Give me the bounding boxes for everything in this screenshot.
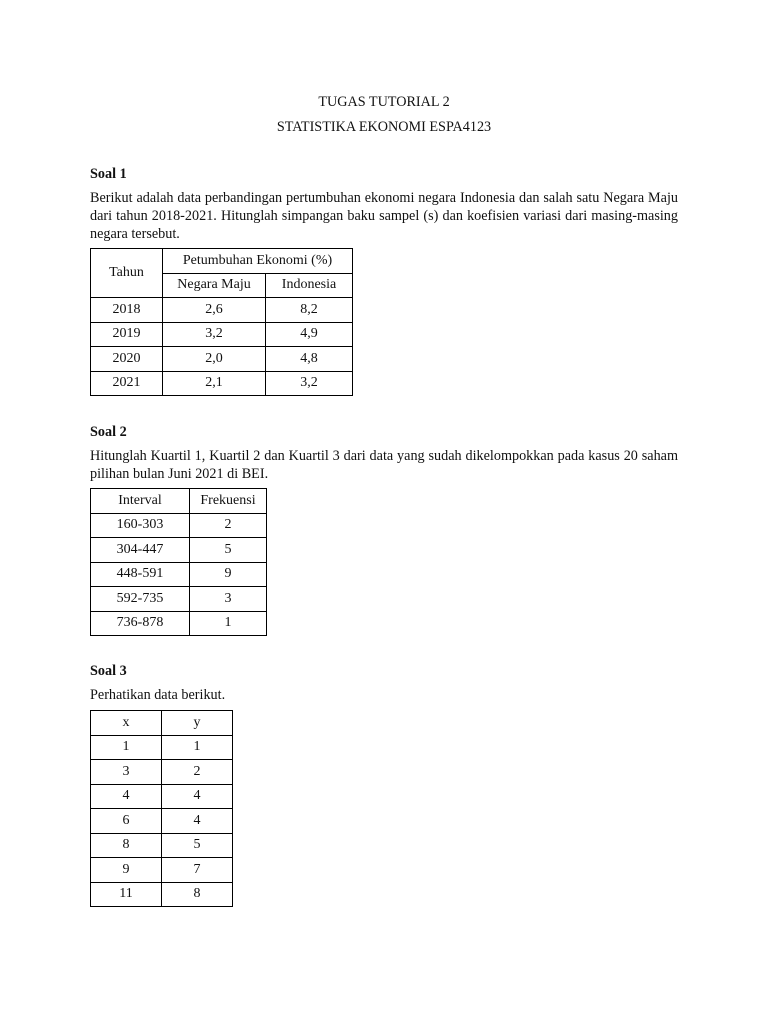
cell-x: 11 <box>91 882 162 907</box>
cell-indonesia: 4,9 <box>266 322 353 347</box>
header-indonesia: Indonesia <box>266 273 353 298</box>
cell-x: 6 <box>91 809 162 834</box>
header-petumbuhan-ekonomi: Petumbuhan Ekonomi (%) <box>163 249 353 274</box>
header-frekuensi: Frekuensi <box>190 489 267 514</box>
cell-x: 3 <box>91 760 162 785</box>
header-x: x <box>91 711 162 736</box>
cell-frekuensi: 3 <box>190 587 267 612</box>
cell-negara-maju: 2,1 <box>163 371 266 396</box>
cell-x: 4 <box>91 784 162 809</box>
soal1-heading: Soal 1 <box>90 166 127 182</box>
cell-x: 8 <box>91 833 162 858</box>
cell-y: 2 <box>162 760 233 785</box>
table-row <box>91 347 353 372</box>
cell-indonesia: 8,2 <box>266 298 353 323</box>
table-row <box>91 322 353 347</box>
table-row <box>91 882 233 907</box>
table-row <box>91 784 233 809</box>
soal2-table <box>90 488 267 636</box>
header-tahun: Tahun <box>91 249 163 298</box>
cell-frekuensi: 9 <box>190 562 267 587</box>
soal3-text: Perhatikan data berikut. <box>90 687 226 703</box>
cell-y: 8 <box>162 882 233 907</box>
header-negara-maju: Negara Maju <box>163 273 266 298</box>
cell-tahun: 2018 <box>91 298 163 323</box>
cell-frekuensi: 1 <box>190 611 267 636</box>
cell-interval: 592-735 <box>91 587 190 612</box>
cell-frekuensi: 5 <box>190 538 267 563</box>
cell-interval: 736-878 <box>91 611 190 636</box>
cell-y: 1 <box>162 735 233 760</box>
header-interval: Interval <box>91 489 190 514</box>
cell-y: 7 <box>162 858 233 883</box>
table-row <box>91 513 267 538</box>
soal2-text: Hitunglah Kuartil 1, Kuartil 2 dan Kuartil 3 dari data yang sudah dikelompokkan pada kasus 20 saham pilihan bulan Juni 2021 di BEI. <box>90 448 678 482</box>
table-row <box>91 298 353 323</box>
cell-y: 5 <box>162 833 233 858</box>
cell-interval: 448-591 <box>91 562 190 587</box>
document-title: TUGAS TUTORIAL 2 <box>318 94 450 110</box>
cell-interval: 304-447 <box>91 538 190 563</box>
table-row <box>91 538 267 563</box>
table-row <box>91 562 267 587</box>
table-header-row <box>91 249 353 274</box>
cell-indonesia: 3,2 <box>266 371 353 396</box>
document-subtitle: STATISTIKA EKONOMI ESPA4123 <box>276 119 492 135</box>
table-row <box>91 611 267 636</box>
table-row <box>91 760 233 785</box>
soal3-heading: Soal 3 <box>90 663 127 679</box>
cell-interval: 160-303 <box>91 513 190 538</box>
table-row <box>91 371 353 396</box>
soal1-text: Berikut adalah data perbandingan pertumbuhan ekonomi negara Indonesia dan salah satu Negara Maju dari tahun 2018-2021. Hitunglah simpangan baku sampel (s) dan koefisien variasi dari masing-masing negara tersebut. <box>90 190 678 242</box>
soal1-table <box>90 248 353 396</box>
header-y: y <box>162 711 233 736</box>
table-row <box>91 809 233 834</box>
cell-negara-maju: 2,6 <box>163 298 266 323</box>
soal2-heading: Soal 2 <box>90 424 127 440</box>
cell-x: 9 <box>91 858 162 883</box>
cell-tahun: 2020 <box>91 347 163 372</box>
table-header-row <box>91 489 267 514</box>
table-header-row <box>91 711 233 736</box>
cell-x: 1 <box>91 735 162 760</box>
cell-negara-maju: 2,0 <box>163 347 266 372</box>
soal3-table <box>90 710 233 907</box>
cell-frekuensi: 2 <box>190 513 267 538</box>
cell-y: 4 <box>162 809 233 834</box>
cell-tahun: 2019 <box>91 322 163 347</box>
cell-y: 4 <box>162 784 233 809</box>
cell-tahun: 2021 <box>91 371 163 396</box>
table-row <box>91 735 233 760</box>
cell-indonesia: 4,8 <box>266 347 353 372</box>
table-row <box>91 858 233 883</box>
table-row <box>91 587 267 612</box>
cell-negara-maju: 3,2 <box>163 322 266 347</box>
table-row <box>91 833 233 858</box>
